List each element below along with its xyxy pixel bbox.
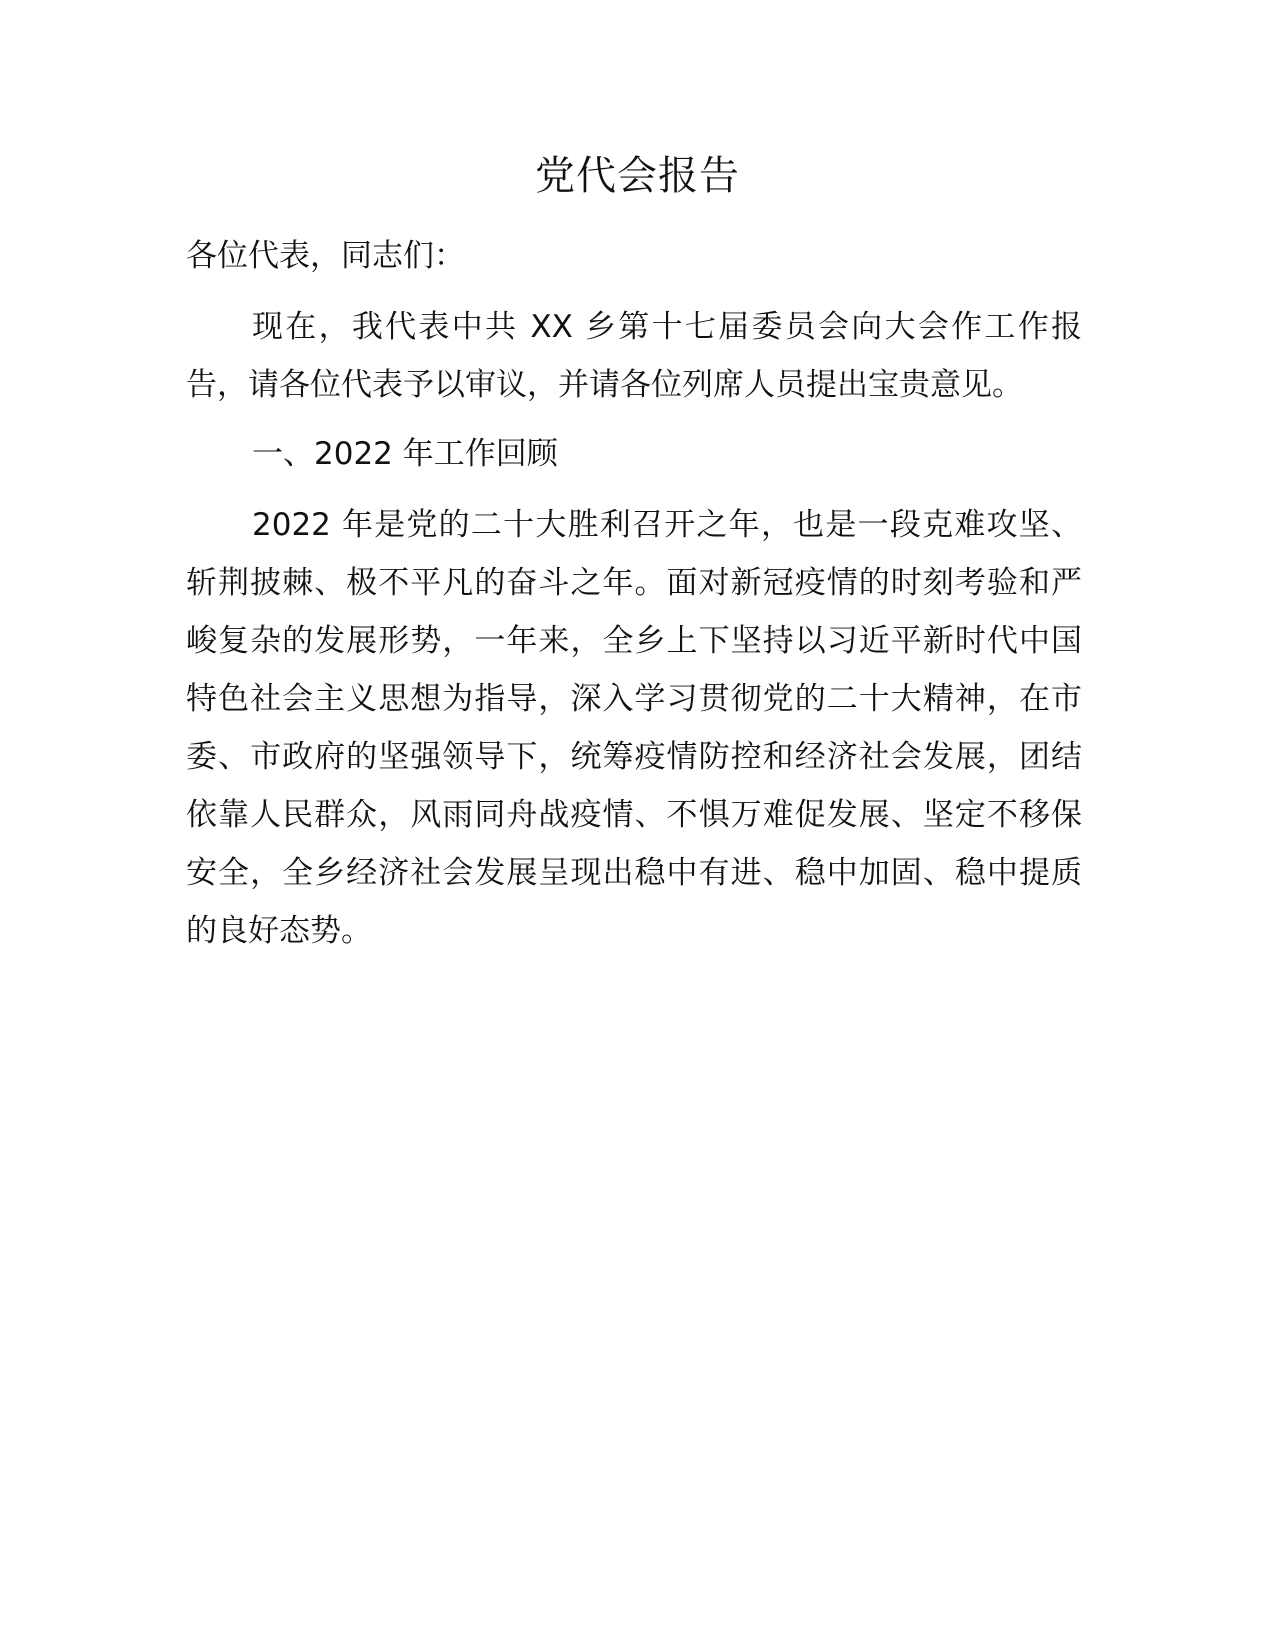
salutation: 各位代表，同志们： (186, 238, 465, 274)
review-paragraph: 2022 年是党的二十大胜利召开之年，也是一段克难攻坚、斩荆披棘、极不平凡的奋斗之年。面对新冠疫情的时刻考验和严峻复杂的发展形势，一年来，全乡上下坚持以习近平新时代中国特色社会主义思想为指导，深入学习贯彻党的二十大精神，在市委、市政府的坚强领导下，统筹疫情防控和经济社会发展，团结依靠人民群众，风雨同舟战疫情、不惧万难促发展、坚定不移保安全，全乡经济社会发展呈现出稳中有进、稳中加固、稳中提质的良好态势。 (186, 507, 1082, 949)
page-title: 党代会报告 (535, 153, 740, 199)
section-heading: 一、2022 年工作回顾 (252, 436, 558, 472)
intro-paragraph: 现在，我代表中共 XX 乡第十七届委员会向大会作工作报告，请各位代表予以审议，并请各位列席人员提出宝贵意见。 (186, 309, 1082, 403)
